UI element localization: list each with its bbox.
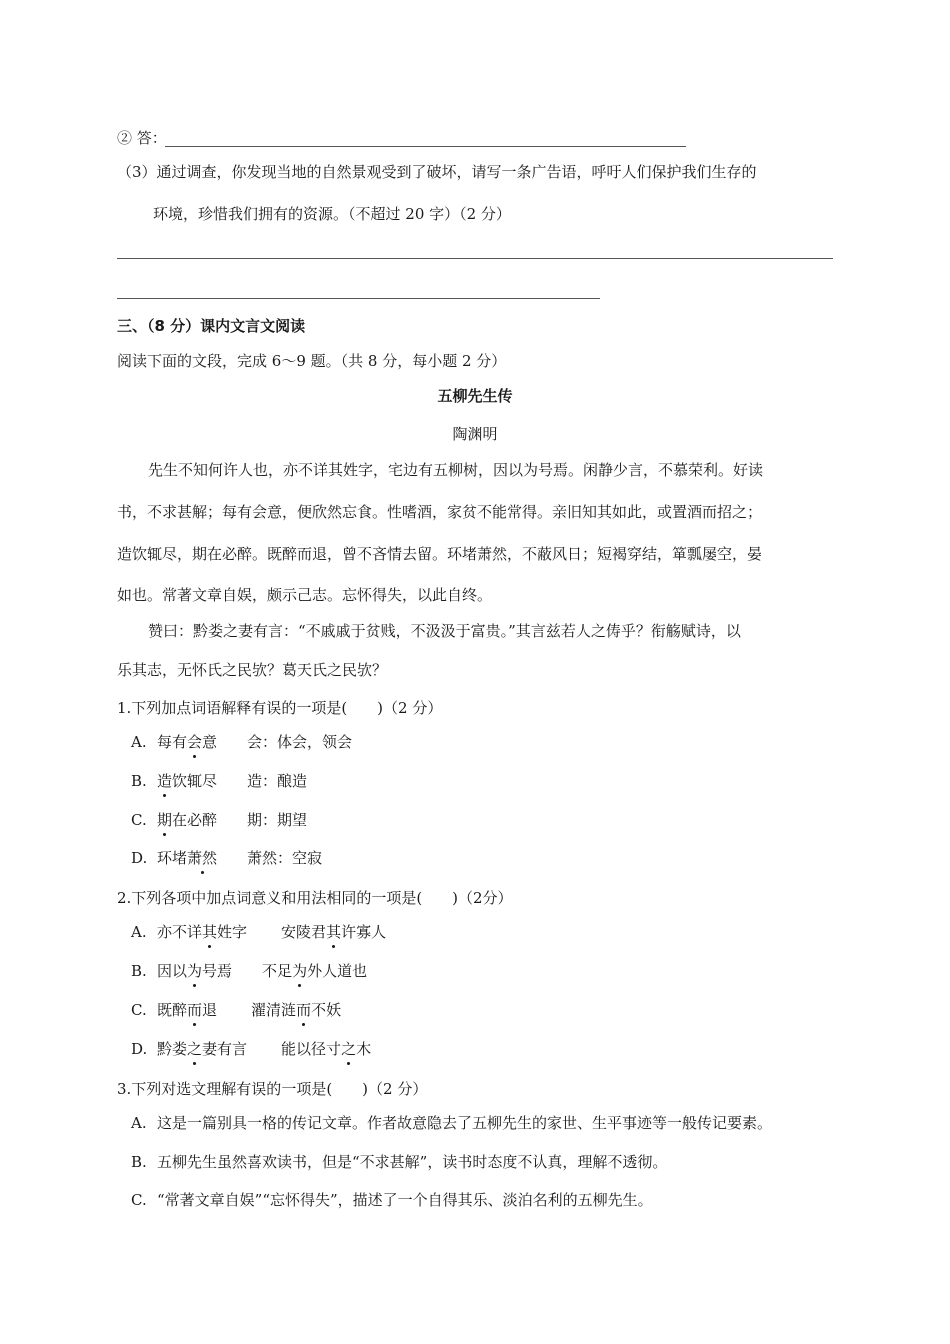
q1-option-c[interactable]: C. 期在必醉 期：期望 xyxy=(131,811,308,829)
passage-line: 乐其志，无怀氏之民欤？葛天氏之民欤？ xyxy=(117,661,388,679)
question-3-stem: 3.下列对选文理解有误的一项是( )（2 分） xyxy=(117,1080,428,1098)
emphasis-dot-word: 其 xyxy=(202,923,218,941)
q2-option-d[interactable]: D. 黔娄之妻有言 能以径寸之木 xyxy=(131,1040,372,1058)
passage-line: 造饮辄尽，期在必醉。既醉而退，曾不吝情去留。环堵萧然，不蔽风日；短褐穿结，箪瓢屡空，晏 xyxy=(117,545,763,563)
q3-option-b[interactable]: B. 五柳先生虽然喜欢读书，但是“不求甚解”，读书时态度不认真，理解不透彻。 xyxy=(131,1153,668,1171)
passage-author: 陶渊明 xyxy=(452,425,498,443)
emphasis-dot-word: 会 xyxy=(187,733,203,751)
slogan-blank-2[interactable] xyxy=(117,298,600,299)
emphasis-dot-word: 为 xyxy=(292,962,308,980)
q3-option-a[interactable]: A. 这是一篇别具一格的传记文章。作者故意隐去了五柳先生的家世、生平事迹等一般传记要素。 xyxy=(131,1114,773,1132)
emphasis-dot-word: 期 xyxy=(157,811,173,829)
emphasis-dot-word: 而 xyxy=(187,1001,203,1019)
passage-line: 书，不求甚解；每有会意，便欣然忘食。性嗜酒，家贫不能常得。亲旧知其如此，或置酒而招之； xyxy=(117,503,763,521)
emphasis-dot-word: 萧然 xyxy=(187,849,218,867)
emphasis-dot-word: 其 xyxy=(326,923,342,941)
q2-option-a[interactable]: A. 亦不详其姓字 安陵君其许寡人 xyxy=(131,923,387,941)
slogan-blank-1[interactable] xyxy=(117,258,833,259)
passage-title: 五柳先生传 xyxy=(437,387,513,405)
q2-option-c[interactable]: C. 既醉而退 濯清涟而不妖 xyxy=(131,1001,342,1019)
question-2-stem: 2.下列各项中加点词意义和用法相同的一项是( )（2分） xyxy=(117,889,513,907)
answer-blank-2[interactable] xyxy=(165,146,686,147)
emphasis-dot-word: 而 xyxy=(296,1001,312,1019)
passage-line: 先生不知何许人也，亦不详其姓字，宅边有五柳树，因以为号焉。闲静少言，不慕荣利。好读 xyxy=(148,461,764,479)
q3-line-2: 环境，珍惜我们拥有的资源。（不超过 20 字）（2 分） xyxy=(153,205,511,223)
q2-option-b[interactable]: B. 因以为号焉 不足为外人道也 xyxy=(131,962,368,980)
emphasis-dot-word: 之 xyxy=(187,1040,203,1058)
answer-label-2 xyxy=(117,128,167,148)
section-3-heading: 三、（8 分）课内文言文阅读 xyxy=(117,317,306,335)
section-3-instruction: 阅读下面的文段，完成 6～9 题。（共 8 分，每小题 2 分） xyxy=(117,352,507,370)
q1-option-d[interactable]: D. 环堵萧然 萧然：空寂 xyxy=(131,849,323,867)
emphasis-dot-word: 造 xyxy=(157,772,173,790)
q1-option-a[interactable]: A. 每有会意 会：体会，领会 xyxy=(131,733,353,751)
passage-line: 赞曰：黔娄之妻有言：“不戚戚于贫贱，不汲汲于富贵。”其言兹若人之俦乎？衔觞赋诗，以 xyxy=(148,622,741,640)
q3-line-1: （3）通过调查，你发现当地的自然景观受到了破坏，请写一条广告语，呼吁人们保护我们生存的 xyxy=(117,163,757,181)
q1-option-b[interactable]: B. 造饮辄尽 造：酿造 xyxy=(131,772,308,790)
passage-line: 如也。常著文章自娱，颇示己志。忘怀得失，以此自终。 xyxy=(117,586,493,604)
emphasis-dot-word: 为 xyxy=(187,962,203,980)
emphasis-dot-word: 之 xyxy=(341,1040,357,1058)
answer-label-text: ② 答： xyxy=(117,129,167,147)
q3-option-c[interactable]: C. “常著文章自娱”“忘怀得失”，描述了一个自得其乐、淡泊名利的五柳先生。 xyxy=(131,1191,653,1209)
question-1-stem: 1.下列加点词语解释有误的一项是( )（2 分） xyxy=(117,699,443,717)
